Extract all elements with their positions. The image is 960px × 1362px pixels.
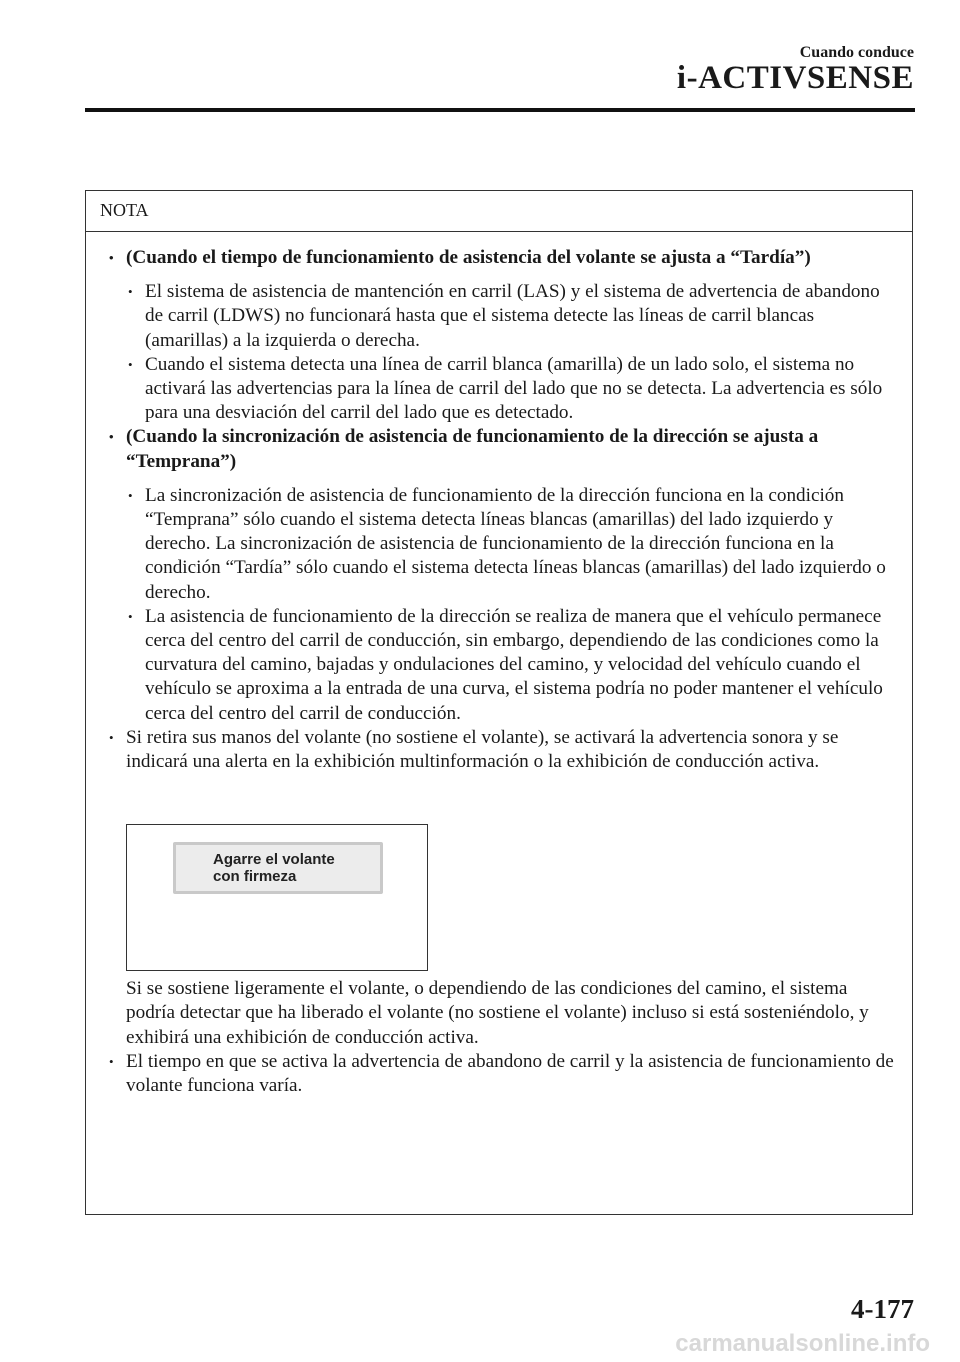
note-body xyxy=(86,232,912,1098)
note-subitem: • Cuando el sistema detecta una línea de carril blanca (amarilla) de un lado solo, el sistema no activará las advertencias para la línea de carril del lado que no se detecta. La advertencia es sólo para una desviación del carril del lado que es detectado. xyxy=(108,353,894,426)
note-paragraph: Si se sostiene ligeramente el volante, o dependiendo de las condiciones del camino, el sistema podría detectar que ha liberado el volante (no sostiene el volante) incluso si está sosteniéndolo, y exhibirá una exhibición de conducción activa. xyxy=(126,978,869,1048)
note-item-1-heading: • (Cuando el tiempo de funcionamiento de asistencia del volante se ajusta a “Tardía”) xyxy=(108,246,894,270)
note-item-2-heading: • (Cuando la sincronización de asistencia de funcionamiento de la dirección se ajusta a “Temprana”) xyxy=(108,425,894,473)
alert-text-line-1: Agarre el volante xyxy=(213,851,335,869)
note-item-4: • El tiempo en que se activa la advertencia de abandono de carril y la asistencia de funcionamiento de volante funciona varía. xyxy=(108,1050,894,1098)
alert-message-box xyxy=(173,842,383,894)
section-label: Cuando conduce xyxy=(799,44,914,61)
page-number: 4-177 xyxy=(851,1294,914,1324)
note-box xyxy=(85,190,913,1215)
page-title: i-ACTIVSENSE xyxy=(676,60,914,96)
alert-text-line-2: con firmeza xyxy=(213,868,297,886)
note-subitem: • El sistema de asistencia de mantención en carril (LAS) y el sistema de advertencia de abandono de carril (LDWS) no funcionará hasta que el sistema detecte las líneas de carril blancas (amarillas) a la izquierda o derecha. xyxy=(108,280,894,353)
watermark: carmanualsonline.info xyxy=(675,1330,930,1357)
note-subitem: • La sincronización de asistencia de funcionamiento de la dirección funciona en la condición “Temprana” sólo cuando el sistema detecta líneas blancas (amarillas) del lado izquierdo y derecho. La sincronización de asistencia de funcionamiento de la dirección funciona en la condición “Tardía” sólo cuando el sistema detecta líneas blancas (amarillas) del lado izquierdo o derecho. xyxy=(108,484,894,605)
note-subitem: • La asistencia de funcionamiento de la dirección se realiza de manera que el vehículo permanece cerca del centro del carril de conducción, sin embargo, dependiendo de las condiciones como la curvatura del camino, bajadas y ondulaciones del camino, y velocidad del vehículo cuando el vehículo se aproxima a la entrada de una curva, el sistema podría no poder mantener el vehículo cerca del centro del carril de conducción. xyxy=(108,605,894,726)
note-label: NOTA xyxy=(86,191,912,232)
display-figure xyxy=(126,824,428,971)
header-rule xyxy=(85,108,915,112)
note-item-3: • Si retira sus manos del volante (no sostiene el volante), se activará la advertencia sonora y se indicará una alerta en la exhibición multinformación o la exhibición de conducción activa. xyxy=(108,726,894,774)
